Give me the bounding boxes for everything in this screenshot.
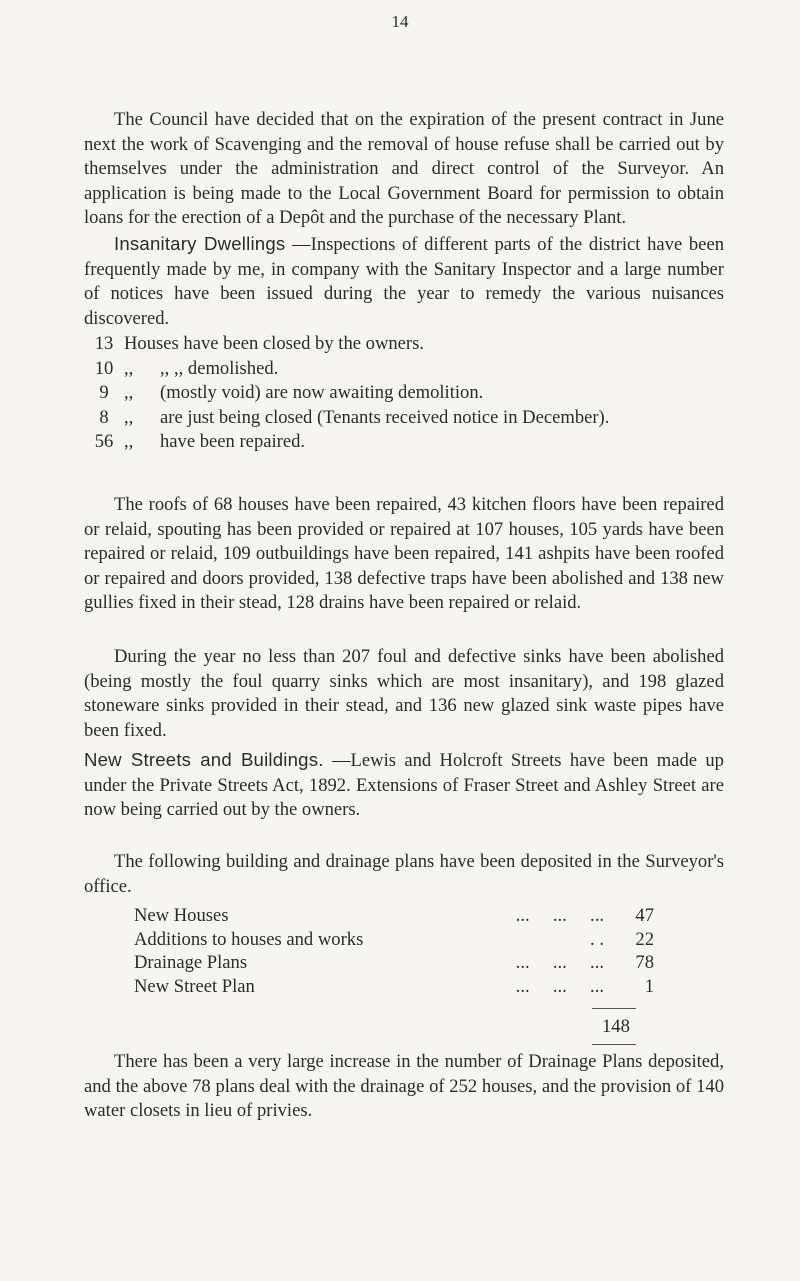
plans-table — [134, 904, 654, 998]
paragraph-following: The following building and drainage plans have been deposited in the Surveyor's office. — [84, 851, 724, 897]
table-row: Drainage Plans ... ... ... 78 — [134, 952, 654, 973]
heading-insanitary-dwellings: Insanitary Dwellings — [114, 233, 286, 254]
paragraph-increase: There has been a very large increase in the number of Drainage Plans deposited, and the above 78 plans deal with the drainage of 252 houses, and the provision of 140 water closets in lieu of privies. — [84, 1051, 724, 1121]
sum-rule-top — [592, 1008, 636, 1009]
paragraph-insanitary — [84, 232, 724, 331]
heading-new-streets: New Streets and Buildings. — [84, 749, 324, 770]
table-row: New Houses ... ... ... 47 — [134, 905, 654, 926]
page-number: 14 — [391, 12, 409, 31]
list-item: 13 Houses have been closed by the owners. — [94, 333, 425, 354]
list-item: 8 ,, are just being closed (Tenants received notice in December). — [99, 406, 610, 428]
table-row: New Street Plan ... ... ... 1 — [134, 975, 654, 997]
sum-rule-bottom — [592, 1044, 636, 1045]
list-item: 9 ,, (mostly void) are now awaiting demolition. — [99, 382, 484, 403]
plans-total: 148 — [602, 1016, 630, 1037]
paragraph-roofs: The roofs of 68 houses have been repaired, 43 kitchen floors have been repaired or relaid, spouting has been provided or repaired at 107 houses, 105 yards have been repaired or relaid, 109 outbuildings have been repaired, 141 ashpits have been roofed or repaired and doors provided, 138 defective traps have been abolished and 138 new gullies fixed in their stead, 128 drains have been repaired or relaid. — [84, 494, 724, 613]
table-row: Additions to houses and works . . 22 — [134, 928, 654, 950]
list-item: 56 ,, have been repaired. — [94, 431, 306, 452]
insanitary-text: —Inspections of different parts of the district have been frequently made by me, in company with the Sanitary Inspector and a large number of notices have been issued during the year to remedy the various nuisances discovered. — [84, 234, 724, 329]
paragraph-council: The Council have decided that on the expiration of the present contract in June next the work of Scavenging and the removal of house refuse shall be carried out by themselves under the administration and direct control of the Surveyor. An application is being made to the Local Government Board for permission to obtain loans for the erection of a Depôt and the purchase of the necessary Plant. — [84, 109, 724, 228]
paragraph-sinks: During the year no less than 207 foul and defective sinks have been abolished (being mostly the foul quarry sinks which are most insanitary), and 198 glazed stoneware sinks provided in their stead, and 136 new glazed sink waste pipes have been fixed. — [84, 646, 724, 741]
houses-list — [84, 332, 724, 455]
new-streets-text: —Lewis and Holcroft Streets have been made up under the Private Streets Act, 1892. Extensions of Fraser Street and Ashley Street are now being carried out by the owners. — [84, 750, 724, 820]
list-item: 10 ,, ,, ,, demolished. — [94, 357, 279, 379]
paragraph-new-streets — [84, 748, 724, 823]
